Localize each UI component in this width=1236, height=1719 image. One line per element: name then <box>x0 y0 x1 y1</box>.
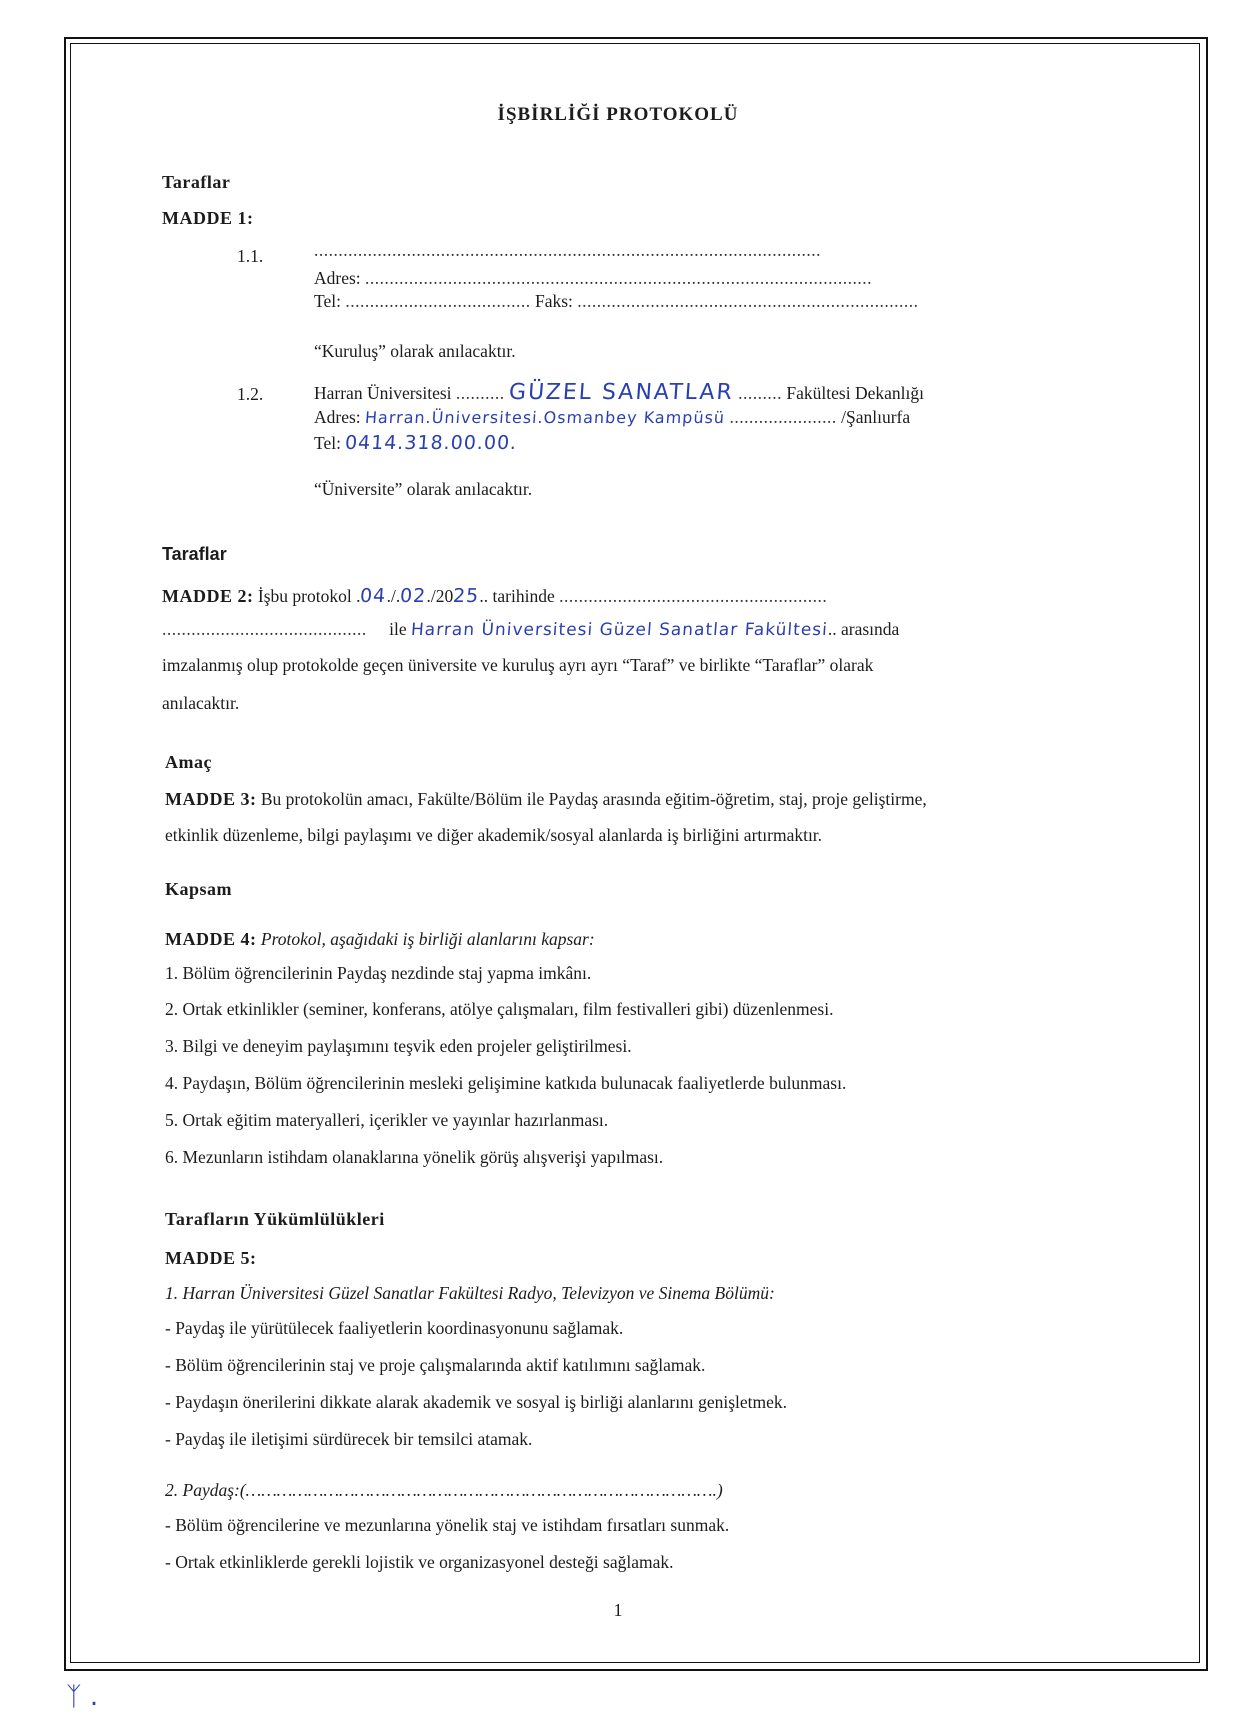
clause-1-1-name-line: ........................................................................................................ <box>314 240 821 260</box>
tel-label: Tel: <box>314 291 341 311</box>
blank-dots: .......... <box>455 383 505 403</box>
madde2-text: İşbu protokol . <box>257 586 361 606</box>
handwritten-year: 25 <box>452 585 481 607</box>
city: /Şanlıurfa <box>841 407 911 427</box>
madde2-line3: anılacaktır. <box>162 693 240 713</box>
handwritten-address: Harran.Üniversitesi.Osmanbey Kampüsü <box>364 408 726 427</box>
madde3-line2: etkinlik düzenleme, bilgi paylaşımı ve diğer akademik/sosyal alanlarda iş birliğini artırmaktır. <box>165 825 823 845</box>
university-name: Harran Üniversitesi <box>314 383 452 403</box>
madde2-text: .. tarihinde <box>479 586 555 606</box>
madde3-line1 <box>165 789 927 810</box>
tel-label: Tel: <box>314 433 341 453</box>
handwritten-tel: 0414.318.00.00. <box>344 432 519 454</box>
blank-dots: ...................... <box>729 407 837 427</box>
madde3-heading: MADDE 3: <box>165 789 257 809</box>
handwritten-party: Harran Üniversitesi Güzel Sanatlar Fakültesi <box>410 620 829 640</box>
tel-blank: ...................................... <box>345 291 531 311</box>
list-item: 5. Ortak eğitim materyalleri, içerikler ve yayınlar hazırlanması. <box>165 1110 609 1130</box>
clause-1-1-number: 1.1. <box>237 246 264 266</box>
address-blank: ........................................................................................................ <box>365 268 873 288</box>
madde2-arasinda: .. arasında <box>827 619 900 639</box>
handwritten-day: 04 <box>359 585 388 607</box>
madde4-intro: Protokol, aşağıdaki iş birliği alanlarını kapsar: <box>260 929 595 949</box>
list-item: 6. Mezunların istihdam olanaklarına yönelik görüş alışverişi yapılması. <box>165 1147 664 1167</box>
clause-1-1-contact <box>314 291 919 312</box>
list-item: 2. Ortak etkinlikler (seminer, konferans, atölye çalışmaları, film festivalleri gibi) düzenlenmesi. <box>165 999 834 1019</box>
madde2-line1 <box>162 585 827 607</box>
section-heading-taraflar: Taraflar <box>162 172 231 192</box>
madde1-heading: MADDE 1: <box>162 208 254 228</box>
madde5-sub1: 1. Harran Üniversitesi Güzel Sanatlar Fakültesi Radyo, Televizyon ve Sinema Bölümü: <box>165 1283 775 1303</box>
madde2-heading: MADDE 2: <box>162 586 254 606</box>
blank-dots: ....................................................... <box>559 586 828 606</box>
list-item: - Paydaşın önerilerini dikkate alarak akademik ve sosyal iş birliği alanlarını genişletmek. <box>165 1392 788 1412</box>
document-title: İŞBİRLİĞİ PROTOKOLÜ <box>497 104 739 125</box>
dekanlik-label: Fakültesi Dekanlığı <box>786 383 924 403</box>
list-item: - Paydaş ile yürütülecek faaliyetlerin koordinasyonunu sağlamak. <box>165 1318 624 1338</box>
section-heading-amac: Amaç <box>165 752 212 772</box>
madde2-line-parties <box>162 619 899 640</box>
section-heading-yukumlulukler: Tarafların Yükümlülükleri <box>165 1209 385 1229</box>
date-separator: ./. <box>386 586 401 606</box>
clause-1-2-address <box>314 407 910 428</box>
list-item: 4. Paydaşın, Bölüm öğrencilerinin mesleki gelişimine katkıda bulunacak faaliyetlerde bulunması. <box>165 1073 847 1093</box>
address-label: Adres: <box>314 268 361 288</box>
clause-1-2-tel <box>314 432 517 454</box>
clause-1-2-university <box>314 380 924 405</box>
madde4-heading: MADDE 4: <box>165 929 257 949</box>
madde2-line2: imzalanmış olup protokolde geçen üniversite ve kuruluş ayrı ayrı “Taraf” ve birlikte “Taraflar” olarak <box>162 655 874 675</box>
handwritten-month: 02 <box>399 585 428 607</box>
clause-1-1-address <box>314 268 872 289</box>
blank-dots: .......................................... <box>162 619 367 639</box>
fax-blank: ...................................................................... <box>577 291 919 311</box>
madde5-sub2: 2. Paydaş:(……………………………………………………………………………….) <box>165 1480 723 1500</box>
list-item: - Ortak etkinliklerde gerekli lojistik ve organizasyonel desteği sağlamak. <box>165 1552 674 1572</box>
list-item: 1. Bölüm öğrencilerinin Paydaş nezdinde staj yapma imkânı. <box>165 963 592 983</box>
address-label: Adres: <box>314 407 361 427</box>
kurulus-note: “Kuruluş” olarak anılacaktır. <box>314 341 516 361</box>
handwritten-margin-mark: ᛉ . <box>66 1682 99 1712</box>
madde5-heading: MADDE 5: <box>165 1248 257 1268</box>
madde3-text: Bu protokolün amacı, Fakülte/Bölüm ile Paydaş arasında eğitim-öğretim, staj, proje geliştirme, <box>260 789 927 809</box>
page-number: 1 <box>613 1600 623 1620</box>
list-item: 3. Bilgi ve deneyim paylaşımını teşvik eden projeler geliştirilmesi. <box>165 1036 632 1056</box>
list-item: - Bölüm öğrencilerine ve mezunlarına yönelik staj ve istihdam fırsatları sunmak. <box>165 1515 730 1535</box>
madde4-intro-line <box>165 929 595 950</box>
date-separator: ./20 <box>426 586 454 606</box>
blank-dots: ......... <box>738 383 783 403</box>
fax-label: Faks: <box>534 291 573 311</box>
list-item: - Paydaş ile iletişimi sürdürecek bir temsilci atamak. <box>165 1429 533 1449</box>
madde2-ile: ile <box>389 619 407 639</box>
section-heading-kapsam: Kapsam <box>165 879 233 899</box>
list-item: - Bölüm öğrencilerinin staj ve proje çalışmalarında aktif katılımını sağlamak. <box>165 1355 706 1375</box>
universite-note: “Üniversite” olarak anılacaktır. <box>314 479 533 499</box>
clause-1-2-number: 1.2. <box>237 384 264 404</box>
handwritten-faculty: GÜZEL SANATLAR <box>508 380 735 405</box>
section-heading-taraflar-2: Taraflar <box>162 544 227 564</box>
